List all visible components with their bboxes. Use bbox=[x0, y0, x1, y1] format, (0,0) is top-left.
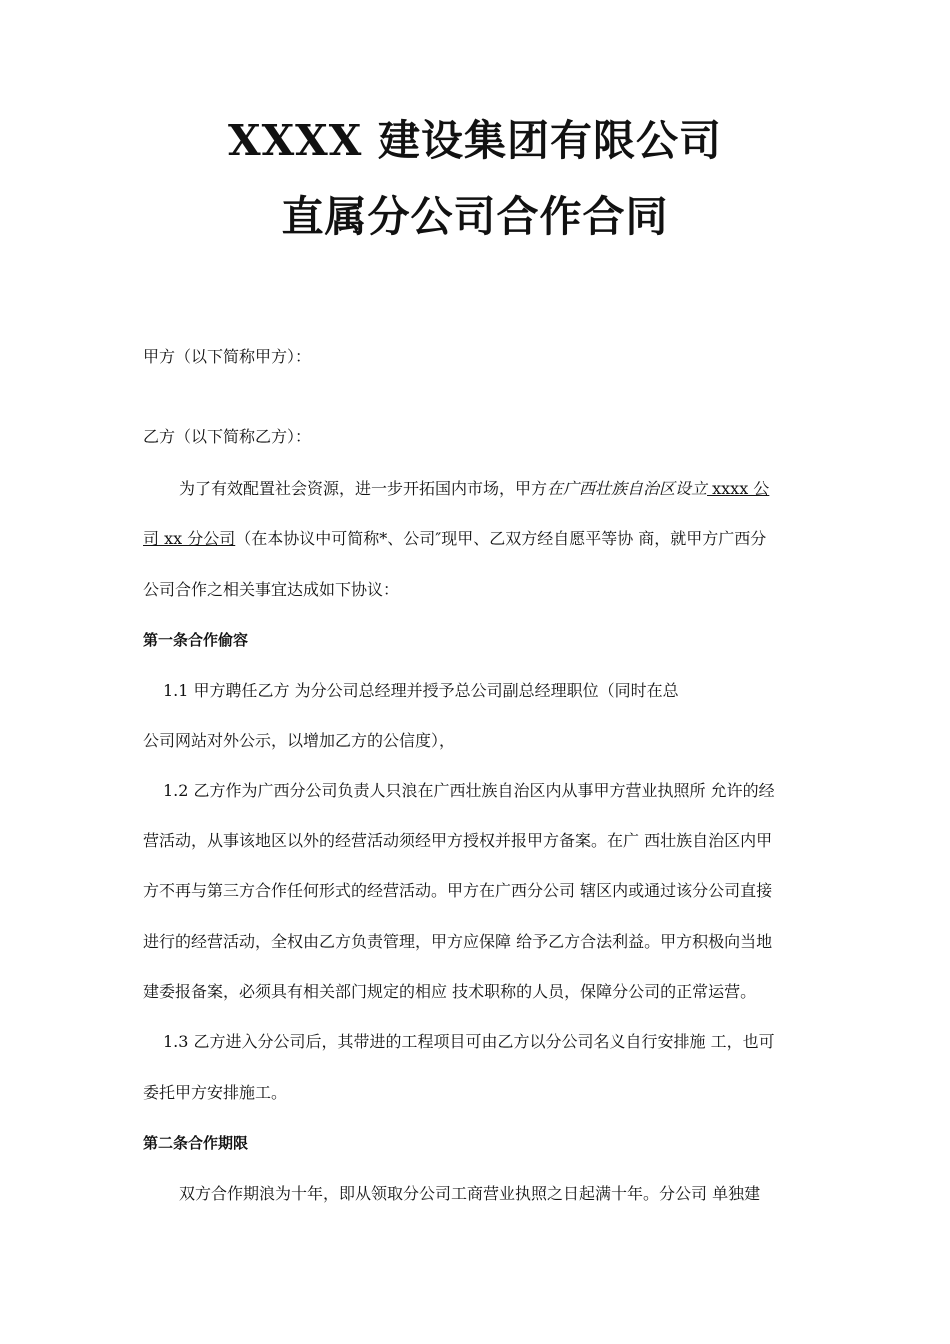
article-2-heading: 第二条合作期限 bbox=[143, 1134, 249, 1152]
clause-1-3-line-2: 委托甲方安排施工。 bbox=[143, 1083, 288, 1102]
clause-1-2-line-5: 建委报备案，必须具有相关部门规定的相应 技术职称的人员，保障分公司的正常运营。 bbox=[143, 982, 757, 1001]
clause-1-3-line-1: 1.3 乙方进入分公司后，其带进的工程项目可由乙方以分公司名义自行安排施 工，也可 bbox=[163, 1032, 775, 1051]
clause-1-2-line-1: 1.2 乙方作为广西分公司负责人只浪在广西壮族自治区内从事甲方营业执照所 允许的经 bbox=[163, 781, 775, 800]
party-a-line: 甲方（以下简称甲方）： bbox=[143, 347, 312, 366]
intro-branch-name: 司 xx 分公司 bbox=[143, 529, 236, 548]
intro-line-2 bbox=[143, 529, 815, 549]
article-2-line-1: 双方合作期浪为十年，即从领取分公司工商营业执照之日起满十年。分公司 单独建 bbox=[179, 1184, 761, 1203]
article-1-heading: 第一条合作偷容 bbox=[143, 631, 249, 649]
document-title-line1: XXXX 建设集团有限公司 bbox=[228, 116, 722, 165]
intro-text: 为了有效配置社会资源，进一步开拓国内市场，甲方 bbox=[179, 479, 548, 498]
clause-1-1-line-1: 1.1 甲方聘任乙方 为分公司总经理并授予总公司副总经理职位（同时在总 bbox=[163, 681, 679, 700]
party-b-line: 乙方（以下简称乙方）： bbox=[143, 427, 312, 446]
clause-1-2-line-4: 进行的经营活动，全权由乙方负责管理，甲方应保障 给予乙方合法利益。甲方积极向当地 bbox=[143, 932, 773, 951]
intro-line-1 bbox=[143, 479, 815, 499]
clause-1-2-line-2: 营活动，从事该地区以外的经营活动须经甲方授权并报甲方备案。在广 西壮族自治区内甲 bbox=[143, 831, 773, 850]
document-title-line2: 直属分公司合作合同 bbox=[281, 192, 669, 241]
intro-text: （在本协议中可简称*、公司″现甲、乙双方经自愿平等协 商，就甲方广西分 bbox=[235, 529, 767, 548]
intro-company-name: xxxx 公 bbox=[707, 479, 770, 498]
clause-1-2-line-3: 方不再与第三方合作任何形式的经营活动。甲方在广西分公司 辖区内或通过该分公司直接 bbox=[143, 881, 773, 900]
intro-location: 在广西壮族自治区设立 bbox=[547, 479, 708, 498]
clause-1-1-line-2: 公司网站对外公示，以增加乙方的公信度）， bbox=[143, 731, 456, 750]
intro-line-3: 公司合作之相关事宜达成如下协议： bbox=[143, 580, 400, 599]
